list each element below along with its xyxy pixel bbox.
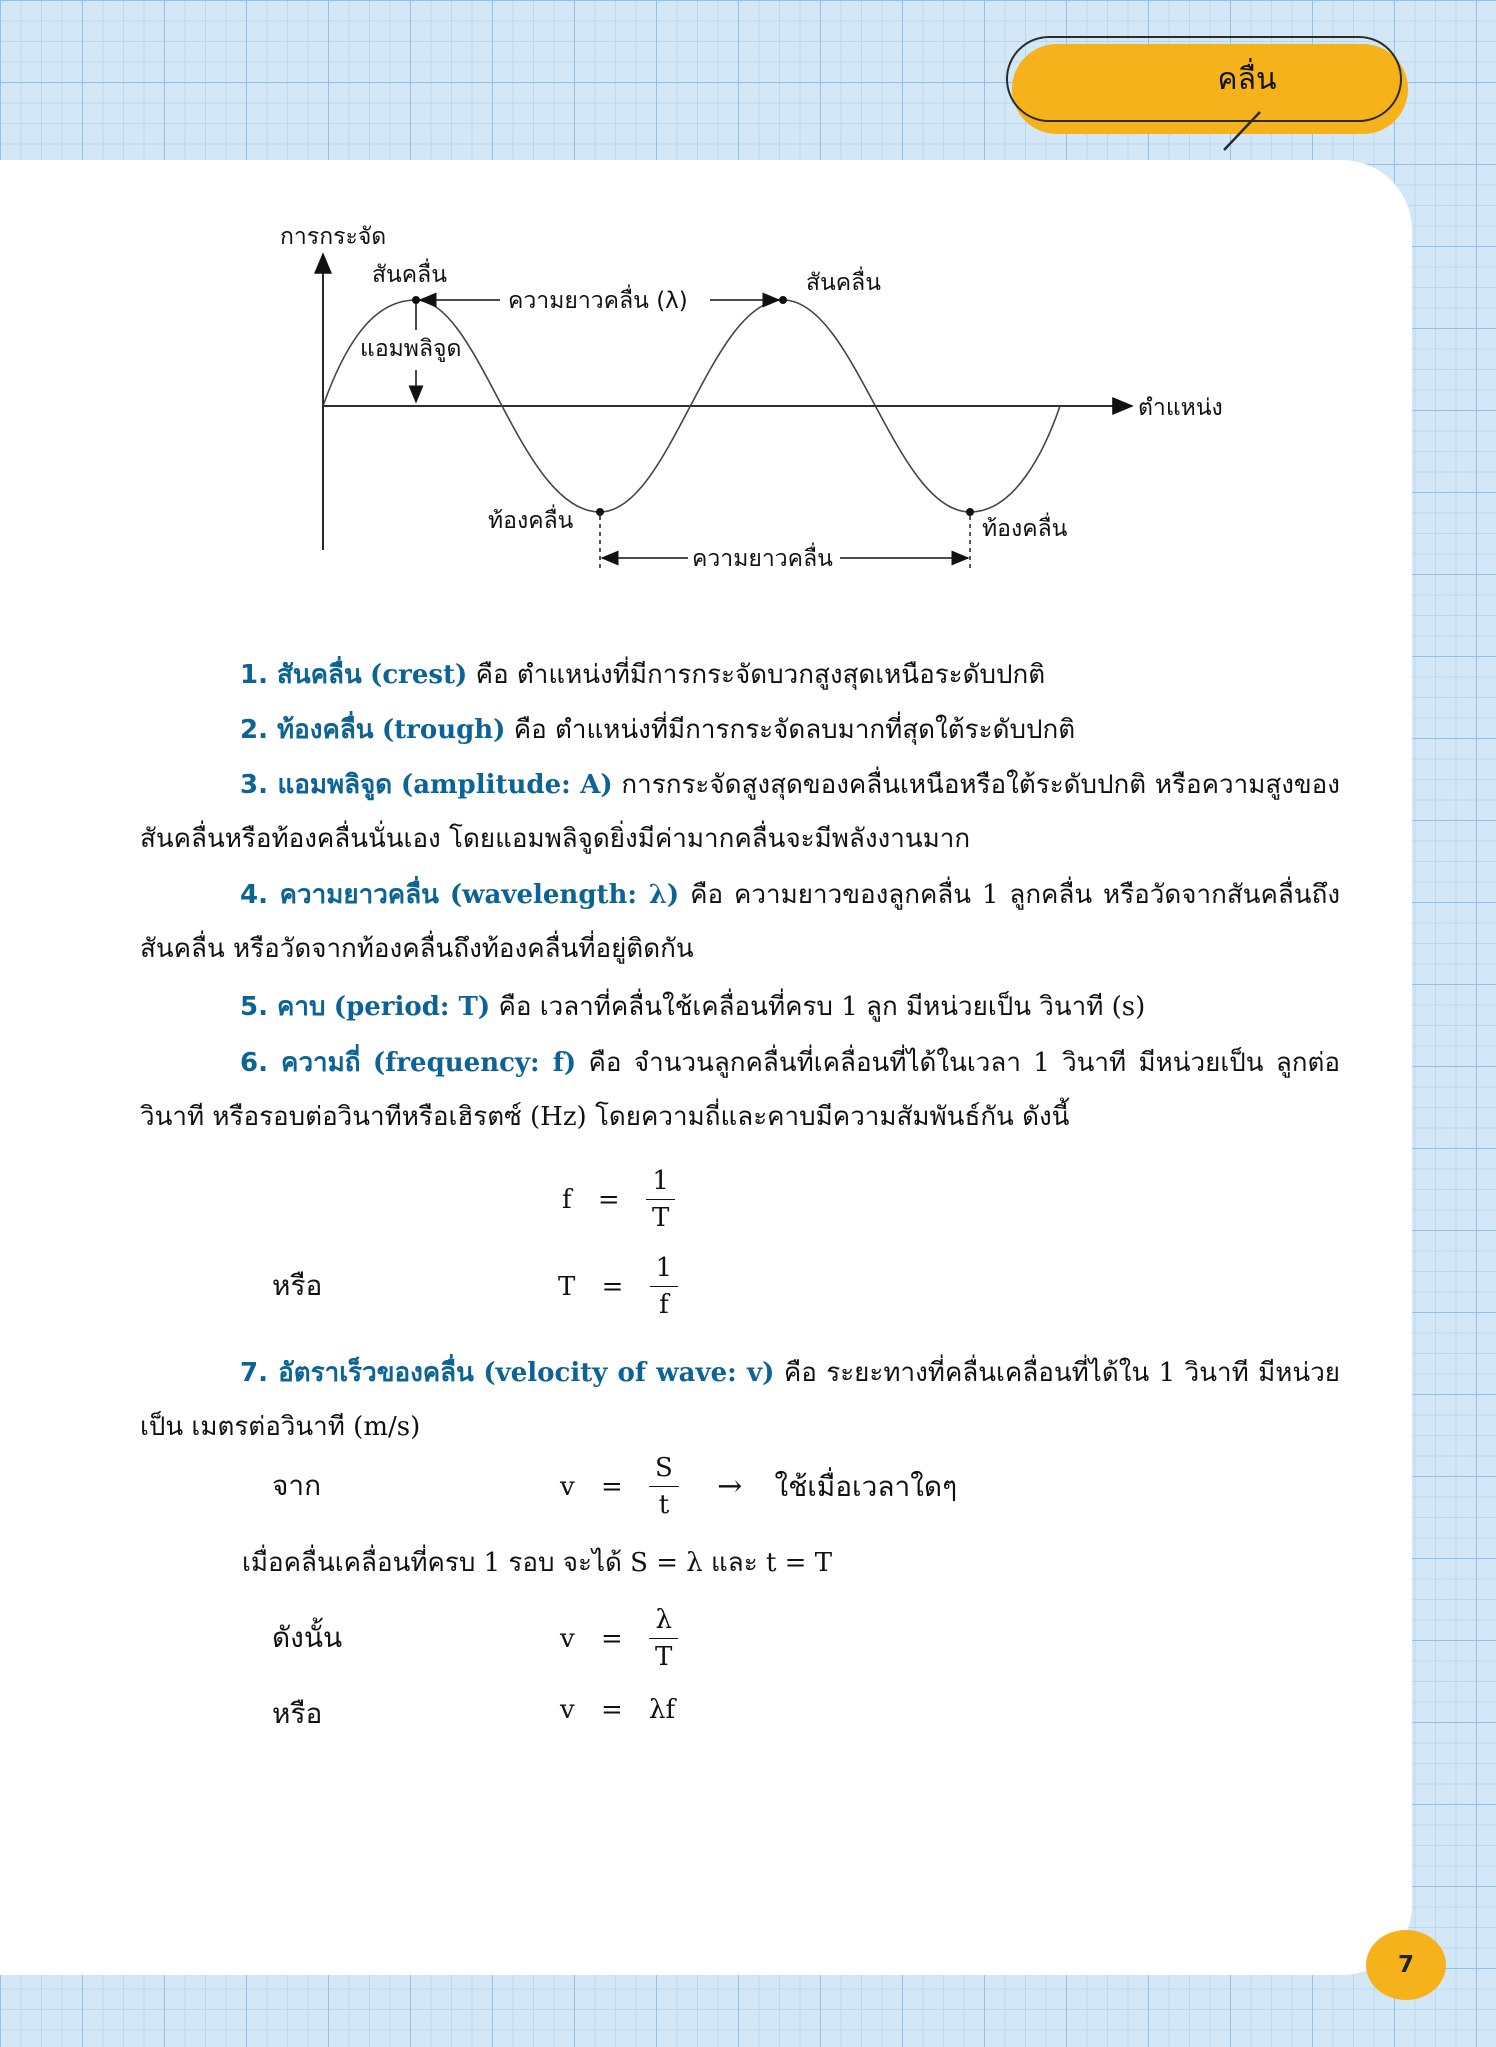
amplitude-label: แอมพลิจูด [360,336,462,362]
trough-label-right: ท้องคลื่น [982,516,1068,542]
fraction: $\frac{\lambda}{T}$ [649,1604,678,1673]
definition-amplitude: 3. แอมพลิจูด (amplitude: A) การกระจัดสูงสุดของคลื่นเหนือหรือใต้ระดับปกติ หรือความสูงของสันคลื่นหรือท้องคลื่นนั่นเอง โดยแอมพลิจูดยิ่งมีค่ามากคลื่นจะมีพลังงานมาก [140,770,1340,854]
equation-label-from: จาก [272,1469,322,1502]
x-axis-label: ตำแหน่ง [1138,395,1223,421]
equation-label-therefore: ดังนั้น [272,1621,343,1654]
definition-velocity: 7. อัตราเร็วของคลื่น (velocity of wave: v) คือ ระยะทางที่คลื่นเคลื่อนที่ได้ใน 1 วินาที มีหน่วยเป็น เมตรต่อวินาที (m/s) [140,1358,1341,1442]
definition-crest: 1. สันคลื่น (crest) คือ ตำแหน่งที่มีการกระจัดบวกสูงสุดเหนือระดับปกติ [240,660,1046,690]
crest-label-right: สันคลื่น [806,270,881,296]
definition-trough: 2. ท้องคลื่น (trough) คือ ตำแหน่งที่มีการกระจัดลบมากที่สุดใต้ระดับปกติ [240,715,1076,745]
term: 3. แอมพลิจูด [240,770,393,800]
equation-T: T = $\frac{1}{f}$ [558,1252,678,1321]
wavelength-label-bottom: ความยาวคลื่น [692,546,833,572]
equation-v-lambda-T: v = $\frac{\lambda}{T}$ [560,1604,678,1673]
arrow-icon: → [717,1469,743,1504]
wavelength-label-top: ความยาวคลื่น (λ) [508,288,688,314]
chapter-tab-label: คลื่น [1217,61,1277,97]
definition-frequency: 6. ความถี่ (frequency: f) คือ จำนวนลูกคลื่นที่เคลื่อนที่ได้ในเวลา 1 วินาที มีหน่วยเป็น ลูกต่อวินาที หรือรอบต่อวินาทีหรือเฮิรตซ์ (Hz) โดยความถี่และคาบมีความสัมพันธ์กัน ดังนี้ [140,1048,1341,1132]
condition-text: เมื่อคลื่นเคลื่อนที่ครบ 1 รอบ จะได้ S = λ และ t = T [242,1548,833,1578]
term: 4. ความยาวคลื่น [240,880,439,910]
y-axis-label: การกระจัด [280,224,387,250]
crest-label-left: สันคลื่น [372,262,447,288]
term: 1. สันคลื่น [240,660,362,690]
trough-label-left: ท้องคลื่น [488,508,574,534]
fraction: $\frac{1}{f}$ [650,1252,679,1321]
fraction: $\frac{1}{T}$ [646,1165,675,1234]
equation-label-or-2: หรือ [272,1697,323,1730]
term: 5. คาบ [240,992,326,1022]
equation-v-st: v = $\frac{S}{t}$ → ใช้เมื่อเวลาใดๆ [560,1453,958,1520]
term: 6. ความถี่ [240,1048,361,1078]
page-number: 7 [1366,1930,1446,2000]
definition-period: 5. คาบ (period: T) คือ เวลาที่คลื่นใช้เคลื่อนที่ครบ 1 ลูก มีหน่วยเป็น วินาที (s) [240,992,1146,1022]
equation-label-or: หรือ [272,1269,323,1302]
equation-f: f = $\frac{1}{T}$ [562,1165,675,1234]
fraction: $\frac{S}{t}$ [649,1452,679,1521]
definition-wavelength: 4. ความยาวคลื่น (wavelength: λ) คือ ความยาวของลูกคลื่น 1 ลูกคลื่น หรือวัดจากสันคลื่นถึงสันคลื่น หรือวัดจากท้องคลื่นถึงท้องคลื่นที่อยู่ติดกัน [140,880,1341,964]
term: 2. ท้องคลื่น [240,715,374,745]
term: 7. อัตราเร็วของคลื่น [240,1358,474,1388]
equation-v-lambda-f: v = λf [560,1695,676,1725]
